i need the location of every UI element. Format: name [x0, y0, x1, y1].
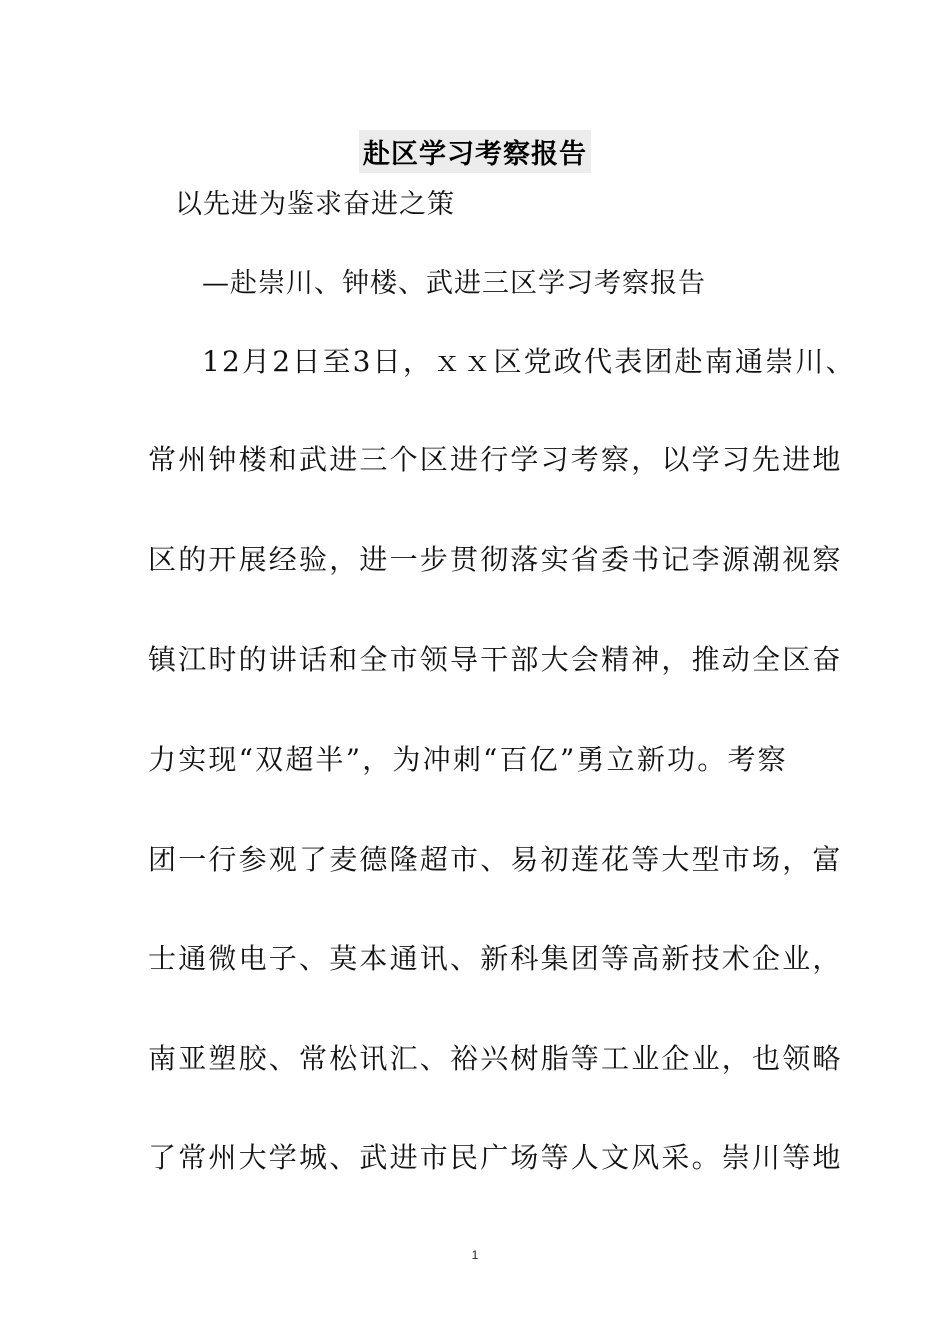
- body-line: 士通微电子、莫本通讯、新科集团等高新技术企业，: [148, 942, 843, 975]
- body-line: 常州钟楼和武进三个区进行学习考察，以学习先进地: [148, 443, 843, 476]
- document-subtitle: 以先进为鉴求奋进之策: [175, 189, 455, 220]
- body-line: 力实现“双超半”，为冲刺“百亿”勇立新功。考察: [148, 743, 788, 776]
- body-line: 团一行参观了麦德隆超市、易初莲花等大型市场，富: [148, 843, 843, 876]
- page-number: 1: [471, 1248, 479, 1262]
- body-line: 区的开展经验，进一步贯彻落实省委书记李源潮视察: [148, 543, 843, 576]
- body-line: 镇江时的讲话和全市领导干部大会精神，推动全区奋: [148, 643, 843, 676]
- document-title-container: [0, 130, 950, 173]
- document-subtitle-secondary: —赴崇川、钟楼、武进三区学习考察报告: [202, 268, 706, 299]
- body-line: 12月2日至3日，ｘｘ区党政代表团赴南通崇川、: [202, 345, 856, 378]
- body-line: 了常州大学城、武进市民广场等人文风采。崇川等地: [148, 1141, 843, 1174]
- body-line: 南亚塑胶、常松讯汇、裕兴树脂等工业企业，也领略: [148, 1042, 843, 1075]
- document-title: 赴区学习考察报告: [359, 130, 591, 173]
